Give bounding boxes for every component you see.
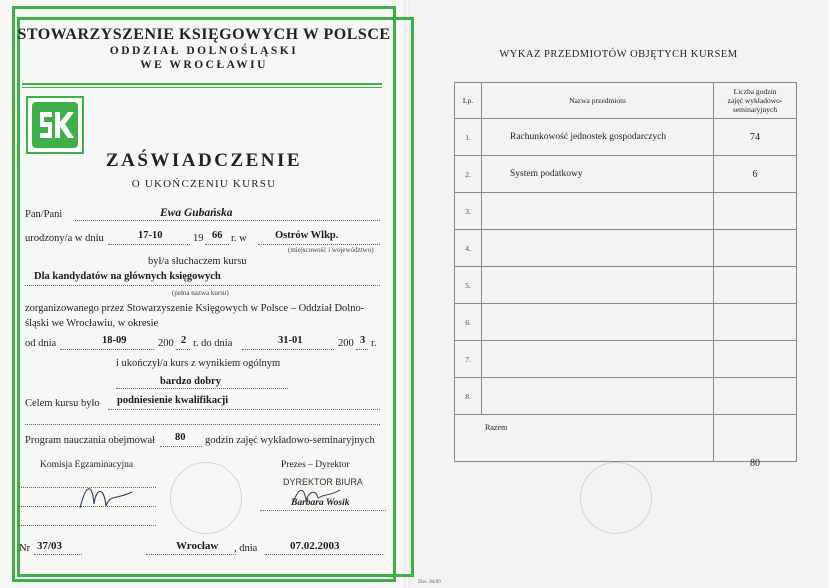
- to-label: r. do dnia: [193, 338, 233, 349]
- total-cell: [714, 415, 797, 469]
- date-value: 07.02.2003: [290, 540, 340, 552]
- row-hours: [714, 341, 797, 378]
- hours-value: 80: [175, 432, 186, 443]
- result-line: [116, 388, 288, 389]
- listener-label: był/a słuchaczem kursu: [148, 256, 247, 267]
- to-year-value: 3: [360, 335, 366, 346]
- to-year-prefix: 200: [338, 338, 354, 349]
- row-lp: 2.: [455, 156, 482, 193]
- place-value: Ostrów Wlkp.: [275, 230, 339, 241]
- row-subject-name: [482, 341, 714, 378]
- organized-line-2: śląski we Wrocławiu, w okresie: [25, 318, 159, 329]
- director-name: Barbara Wosik: [291, 498, 350, 508]
- row-subject-name: [482, 193, 714, 230]
- from-year-value: 2: [181, 335, 187, 346]
- row-subject-name: Rachunkowość jednostek gospodarczych: [482, 119, 714, 156]
- subjects-title: WYKAZ PRZEDMIOTÓW OBJĘTYCH KURSEM: [499, 49, 738, 60]
- organized-line-1: zorganizowanego przez Stowarzyszenie Księgowych w Polsce – Oddział Dolno-: [25, 303, 365, 314]
- table-row: [455, 341, 797, 378]
- header-hours: [714, 83, 797, 119]
- subjects-table: [454, 82, 797, 469]
- table-row: [455, 267, 797, 304]
- row-lp: 7.: [455, 341, 482, 378]
- row-lp: 6.: [455, 304, 482, 341]
- organization-branch: ODDZIAŁ DOLNOŚLĄSKI: [109, 45, 299, 57]
- official-seal-icon: [170, 462, 242, 534]
- row-subject-name: [482, 304, 714, 341]
- row-lp: 1.: [455, 119, 482, 156]
- date-line: [265, 554, 383, 555]
- row-subject-name: System podatkowy: [482, 156, 714, 193]
- right-seal-icon: [580, 462, 652, 534]
- row-hours: [714, 378, 797, 415]
- table-row: [455, 119, 797, 156]
- to-day-value: 31-01: [278, 335, 303, 346]
- commission-label: Komisja Egzaminacyjna: [40, 460, 134, 470]
- finished-label: i ukończył/a kurs z wynikiem ogólnym: [116, 358, 281, 369]
- course-caption: (pełna nazwa kursu): [172, 289, 229, 297]
- row-hours: 6: [714, 156, 797, 193]
- to-day-line: [242, 349, 334, 350]
- year-prefix: 19: [193, 233, 204, 244]
- result-value: bardzo dobry: [160, 376, 221, 387]
- from-label: od dnia: [25, 338, 57, 349]
- table-row: [455, 304, 797, 341]
- born-day-line: [108, 244, 190, 245]
- place-caption: (miejscowość i województwo): [288, 246, 374, 254]
- table-row: [455, 378, 797, 415]
- table-header-row: [455, 83, 797, 119]
- skwp-logo-icon: [26, 96, 84, 154]
- course-value: Dla kandydatów na głównych księgowych: [34, 271, 221, 282]
- row-subject-name: [482, 267, 714, 304]
- name-line: [75, 220, 380, 221]
- total-row: [455, 415, 797, 462]
- nr-label: Nr: [19, 543, 31, 554]
- nr-line: [34, 554, 82, 555]
- table-row: [455, 156, 797, 193]
- row-hours: [714, 193, 797, 230]
- header-hours-line3: seminaryjnych: [732, 105, 778, 114]
- to-year-line: [356, 349, 368, 350]
- row-hours: [714, 267, 797, 304]
- aim-line-2: [25, 424, 380, 425]
- row-hours: [714, 230, 797, 267]
- year-suffix: r. w: [231, 233, 247, 244]
- table-row: [455, 230, 797, 267]
- header-name: Nazwa przedmiotu: [482, 83, 714, 119]
- row-lp: 5.: [455, 267, 482, 304]
- commission-line-3: [18, 525, 156, 526]
- header-hours-line1: Liczba godzin: [733, 87, 777, 96]
- born-year-line: [205, 244, 229, 245]
- total-label: Razem: [455, 415, 714, 462]
- place-line: [258, 244, 380, 245]
- from-year-line: [176, 349, 190, 350]
- from-year-prefix: 200: [158, 338, 174, 349]
- header-rule: [22, 83, 382, 85]
- form-code: Zlec. 84/99: [418, 580, 441, 585]
- president-line: [260, 510, 386, 511]
- program-label: Program nauczania obejmował: [25, 435, 156, 446]
- commission-signature-icon: [76, 478, 136, 514]
- certificate-title: ZAŚWIADCZENIE: [105, 150, 303, 171]
- to-r-label: r.: [371, 338, 377, 349]
- row-lp: 8.: [455, 378, 482, 415]
- president-label: Prezes – Dyrektor: [281, 460, 350, 470]
- certificate-subtitle: O UKOŃCZENIU KURSU: [131, 178, 277, 190]
- header-lp: Lp.: [455, 83, 482, 119]
- date-label: , dnia: [234, 543, 258, 554]
- aim-label: Celem kursu było: [25, 398, 100, 409]
- row-hours: 74: [714, 119, 797, 156]
- row-lp: 3.: [455, 193, 482, 230]
- row-lp: 4.: [455, 230, 482, 267]
- name-label: Pan/Pani: [25, 209, 63, 220]
- born-year-value: 66: [212, 230, 223, 241]
- born-day-value: 17-10: [138, 230, 163, 241]
- city-line: [146, 554, 236, 555]
- aim-value: podniesienie kwalifikacji: [117, 395, 229, 406]
- aim-line: [108, 409, 380, 410]
- from-day-value: 18-09: [102, 335, 127, 346]
- organization-name: STOWARZYSZENIE KSIĘGOWYCH W POLSCE: [17, 26, 391, 43]
- course-line: [25, 285, 380, 286]
- row-subject-name: [482, 378, 714, 415]
- organization-city: WE WROCŁAWIU: [140, 59, 268, 71]
- nr-value: 37/03: [37, 540, 63, 552]
- program-suffix: godzin zajęć wykładowo-seminaryjnych: [205, 435, 375, 446]
- row-subject-name: [482, 230, 714, 267]
- city-value: Wrocław: [176, 540, 219, 552]
- row-hours: [714, 304, 797, 341]
- total-value: 80: [750, 458, 760, 469]
- header-hours-line2: zajęć wykładowo-: [727, 96, 783, 105]
- hours-line: [160, 446, 202, 447]
- name-value: Ewa Gubańska: [160, 207, 233, 219]
- born-label: urodzony/a w dniu: [25, 233, 104, 244]
- header-rule-thin: [22, 87, 382, 88]
- director-stamp: DYREKTOR BIURA: [283, 477, 363, 487]
- from-day-line: [60, 349, 154, 350]
- table-row: [455, 193, 797, 230]
